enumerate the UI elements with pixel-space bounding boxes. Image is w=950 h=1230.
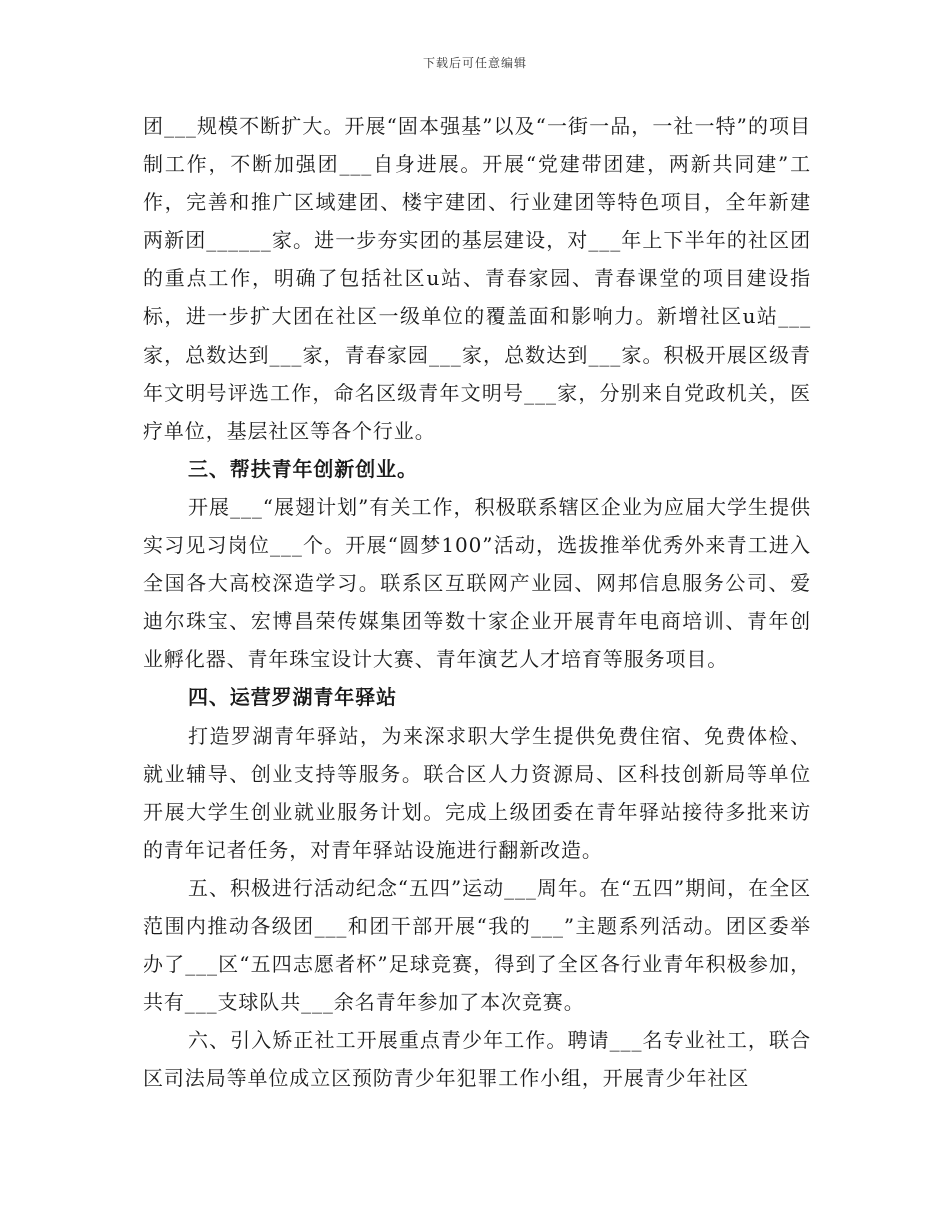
page-header: 下载后可任意编辑 — [422, 56, 527, 70]
document-body — [143, 107, 811, 1097]
paragraph-section-5: 五、积极进行活动纪念“五四”运动___周年。在“五四”期间，在全区范围内推动各级团___和团干部开展“我的___”主题系列活动。团区委举办了___区“五四志愿者杯”足球竞赛，得到了全区各行业青年积极参加，共有___支球队共___余名青年参加了本次竞赛。 — [143, 875, 811, 1015]
section-heading-3: 三、帮扶青年创新创业。 — [188, 456, 418, 481]
paragraph-section-6: 六、引入矫正社工开展重点青少年工作。聘请___名专业社工，联合区司法局等单位成立区预防青少年犯罪工作小组，开展青少年社区 — [143, 1028, 811, 1091]
paragraph-continued: 团___规模不断扩大。开展“固本强基”以及“一街一品，一社一特”的项目制工作，不断加强团___自身进展。开展“党建带团建，两新共同建”工作，完善和推广区域建团、楼宇建团、行业建团等特色项目，全年新建两新团______家。进一步夯实团的基层建设，对___年上下半年的社区团的重点工作，明确了包括社区u站、青春家园、青春课堂的项目建设指标，进一步扩大团在社区一级单位的覆盖面和影响力。新增社区u站___家，总数达到___家，青春家园___家，总数达到___家。积极开展区级青年文明号评选工作，命名区级青年文明号___家，分别来自党政机关，医疗单位，基层社区等各个行业。 — [143, 114, 811, 443]
section-heading-4: 四、运营罗湖青年驿站 — [188, 685, 397, 710]
paragraph-section-3: 开展___“展翅计划”有关工作，积极联系辖区企业为应届大学生提供实习见习岗位___个。开展“圆梦100”活动，选拔推举优秀外来青工进入全国各大高校深造学习。联系区互联网产业园、网邦信息服务公司、爱迪尔珠宝、宏博昌荣传媒集团等数十家企业开展青年电商培训、青年创业孵化器、青年珠宝设计大赛、青年演艺人才培育等服务项目。 — [143, 494, 811, 672]
paragraph-section-4: 打造罗湖青年驿站，为来深求职大学生提供免费住宿、免费体检、就业辅导、创业支持等服务。联合区人力资源局、区科技创新局等单位开展大学生创业就业服务计划。完成上级团委在青年驿站接待多批来访的青年记者任务，对青年驿站设施进行翻新改造。 — [143, 723, 811, 862]
